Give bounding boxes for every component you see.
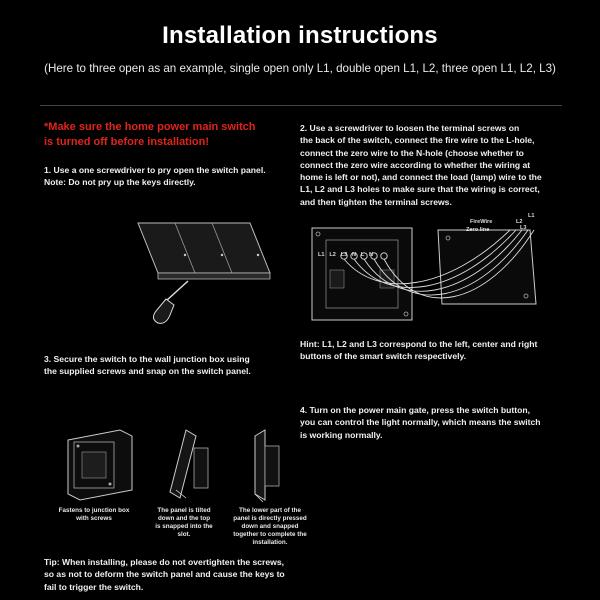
terminal-labels: L1 L2 L3 N L N <box>318 252 374 258</box>
step3-line1: 3. Secure the switch to the wall junction box using <box>44 354 250 364</box>
power-warning <box>44 120 256 150</box>
step4-text: 4. Turn on the power main gate, press the switch button, you can control the light normally, which means the switch is working normally. <box>300 405 541 440</box>
l3-label: L3 <box>520 225 527 231</box>
caption-tilted-panel: The panel is tilted down and the top is snapped into the slot. <box>155 507 213 538</box>
power-warning-line2: is turned off before installation! <box>44 136 210 148</box>
page-subtitle: (Here to three open as an example, single open only L1, double open L1, L2, three open L1, L2, L3) <box>44 62 556 75</box>
l1-label: L1 <box>528 213 535 219</box>
tip-text: Tip: When installing, please do not overtighten the screws, so as not to deform the switch panel and cause the keys to fail to trigger the switch. <box>44 557 285 592</box>
screwdriver-drawing <box>153 281 188 323</box>
wall-box-drawing <box>438 230 536 304</box>
l2-label: L2 <box>516 219 523 225</box>
zeroline-label: Zero line <box>466 227 490 233</box>
step1-text <box>44 164 266 189</box>
step2-text: 2. Use a screwdriver to loosen the terminal screws on the back of the switch, connect the fire wire to the L-hole, connect the zero wire to the N-hole (choose whether to connect the zero wire according to whether the wiring at home is left or not), and connect the load (lamp) wire to the L1, L2 and L3 holes to make sure that the wiring is correct, and then tighten the terminal screws. <box>300 123 542 207</box>
caption-pressed-panel: The lower part of the panel is directly pressed down and snapped together to complete the installation. <box>233 507 307 546</box>
firewire-label: FireWire <box>470 219 493 225</box>
step3-text <box>44 353 251 378</box>
header-divider <box>40 105 562 106</box>
hint-text: Hint: L1, L2 and L3 correspond to the left, center and right buttons of the smart switch respectively. <box>300 339 538 362</box>
step3-line2: the supplied screws and snap on the switch panel. <box>44 366 251 377</box>
switch-panel-drawing <box>138 223 270 279</box>
junction-box-illustration <box>60 428 140 503</box>
pry-panel-illustration <box>130 215 280 340</box>
caption-junction-box: Fastens to junction box with screws <box>58 507 130 522</box>
wiring-diagram <box>298 210 558 328</box>
power-warning-line1: *Make sure the home power main switch <box>44 121 256 133</box>
step1-line1: 1. Use a one screwdriver to pry open the switch panel. <box>44 165 266 175</box>
tilted-panel-illustration <box>162 428 222 503</box>
page-title: Installation instructions <box>162 22 438 49</box>
step1-line2: Note: Do not pry up the keys directly. <box>44 177 196 188</box>
pressed-panel-illustration <box>245 428 295 503</box>
